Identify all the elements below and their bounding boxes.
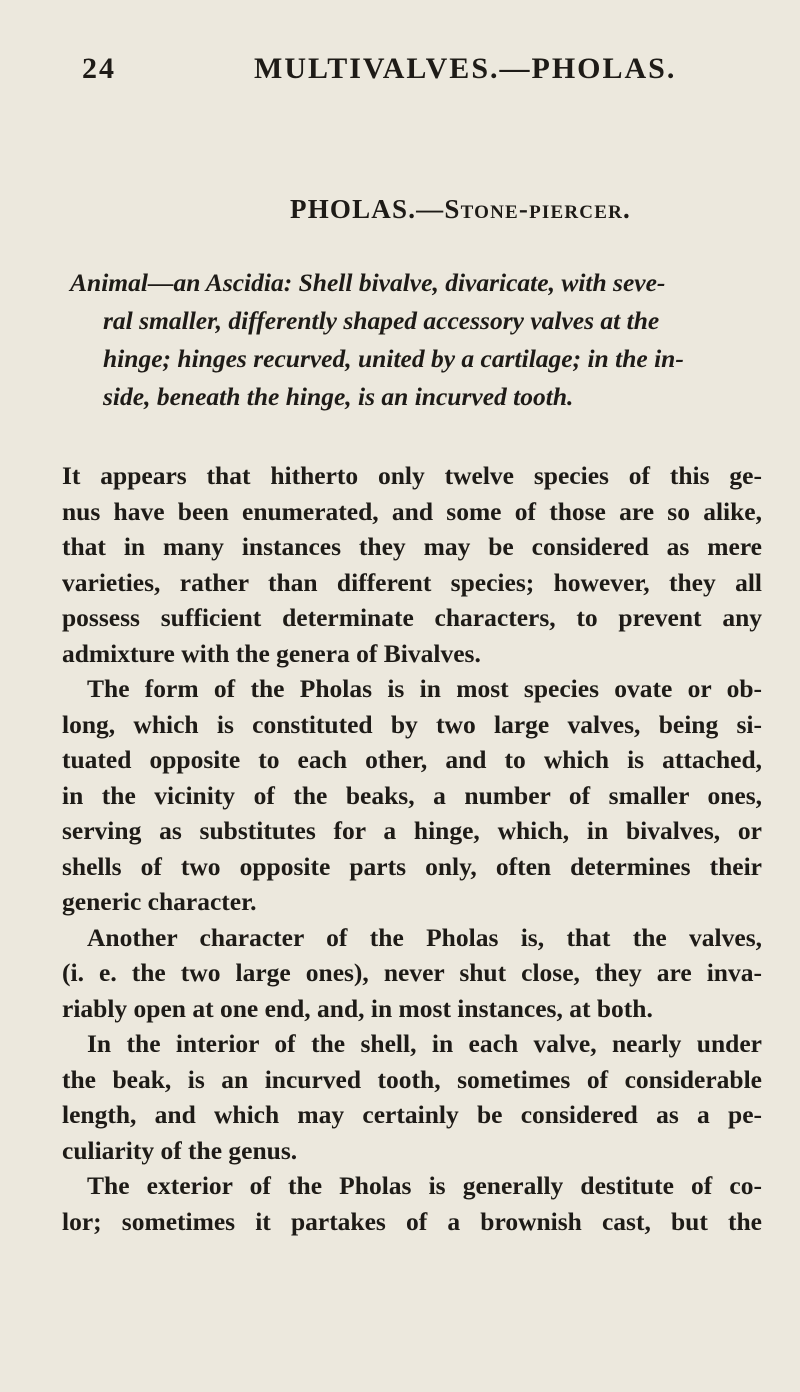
running-head-title: MULTIVALVES.—PHOLAS. <box>254 52 677 85</box>
text-line: culiarity of the genus. <box>62 1135 298 1165</box>
text-line: riably open at one end, and, in most instances, at both. <box>62 993 653 1023</box>
text-line: It appears that hitherto only twelve species of this ge- <box>62 461 762 490</box>
article-title <box>290 194 631 225</box>
text-line: possess sufficient determinate characters, to prevent any <box>62 603 762 632</box>
text-line: long, which is constituted by two large valves, being si- <box>62 709 762 739</box>
description-line: side, beneath the hinge, is an incurved tooth. <box>103 382 574 411</box>
text-line: Another character of the Pholas is, that the valves, <box>87 922 762 952</box>
article-title-main: PHOLAS.— <box>290 194 445 224</box>
description-line: hinge; hinges recurved, united by a cartilage; in the in- <box>103 344 684 373</box>
text-line: generic character. <box>62 887 257 916</box>
text-line: The form of the Pholas is in most species ovate or ob- <box>87 674 762 703</box>
text-line: in the vicinity of the beaks, a number of smaller ones, <box>62 780 762 810</box>
genus-description <box>70 264 750 416</box>
text-line: (i. e. the two large ones), never shut close, they are inva- <box>62 958 762 987</box>
text-line: admixture with the genera of Bivalves. <box>62 638 481 668</box>
text-line: varieties, rather than different species; however, they all <box>62 567 762 597</box>
description-line: Animal—an Ascidia: Shell bivalve, divaricate, with seve- <box>70 268 666 297</box>
text-line: the beak, is an incurved tooth, sometimes of considerable <box>62 1064 762 1094</box>
page-number: 24 <box>82 52 116 85</box>
text-line: tuated opposite to each other, and to which is attached, <box>62 745 762 774</box>
text-line: serving as substitutes for a hinge, which, in bivalves, or <box>62 816 762 845</box>
text-line: that in many instances they may be considered as mere <box>62 532 762 561</box>
text-line: In the interior of the shell, in each valve, nearly under <box>87 1029 762 1058</box>
text-line: lor; sometimes it partakes of a brownish cast, but the <box>62 1206 762 1236</box>
text-line: shells of two opposite parts only, often determines their <box>62 851 762 881</box>
body-text <box>62 458 762 1239</box>
text-line: The exterior of the Pholas is generally destitute of co- <box>87 1171 762 1200</box>
description-line: ral smaller, differently shaped accessory valves at the <box>103 306 660 335</box>
text-line: length, and which may certainly be considered as a pe- <box>62 1100 762 1129</box>
article-title-sub: Stone-piercer. <box>444 194 631 224</box>
text-line: nus have been enumerated, and some of those are so alike, <box>62 496 762 526</box>
